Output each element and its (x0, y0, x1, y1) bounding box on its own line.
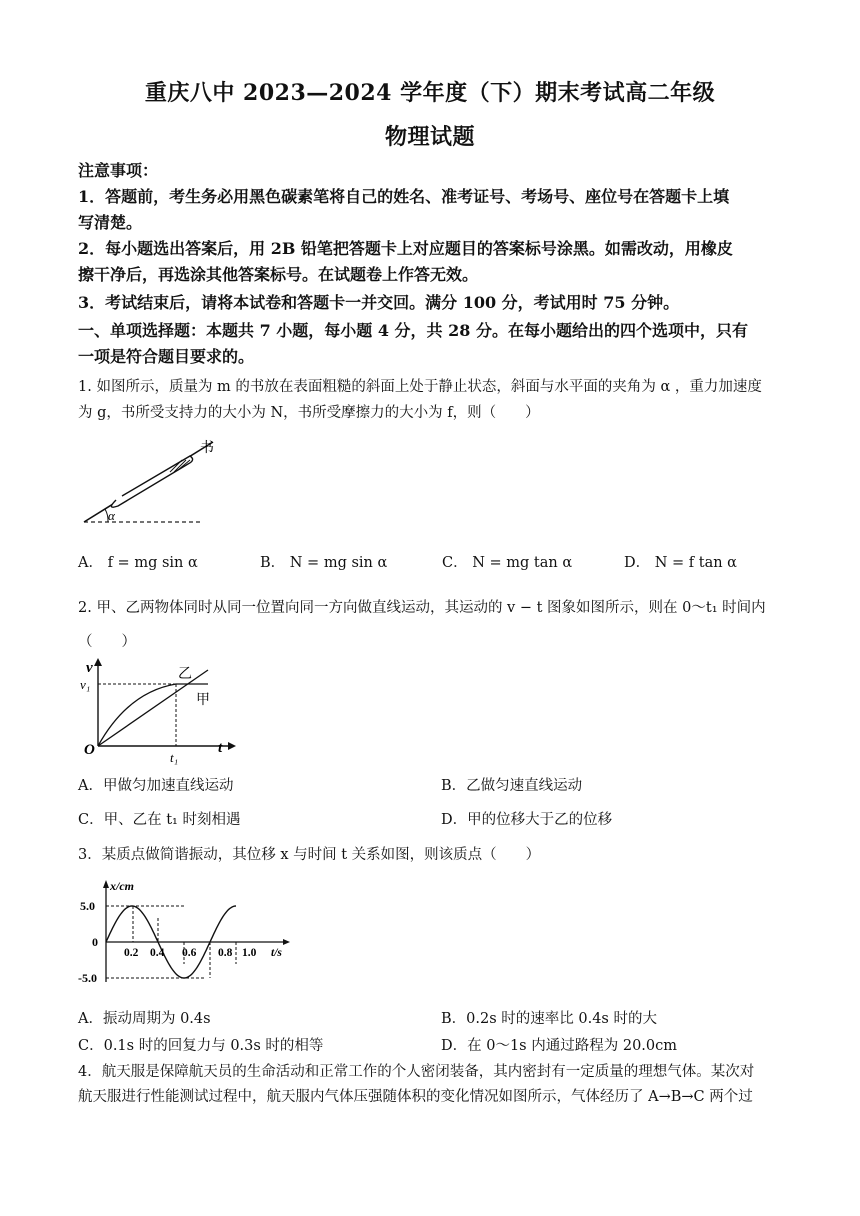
q1-incline-figure (78, 432, 228, 528)
q4-stem-cont: 航天服进行性能测试过程中，航天服内气体压强随体积的变化情况如图所示，气体经历了 A→B→C 两个过 (78, 1089, 753, 1105)
t-axis-arrow (283, 939, 290, 945)
section-heading-cont: 一项是符合题目要求的。 (78, 347, 255, 366)
q3-option-d: D．在 0～1s 内通过路程为 20.0cm (441, 1038, 677, 1054)
section-heading: 一、单项选择题：本题共 7 小题，每小题 4 分，共 28 分。在每小题给出的四个选项中，只有 (78, 321, 748, 340)
curve-jia (98, 684, 208, 746)
notice-item: 写清楚。 (78, 213, 143, 232)
q2-option-c: C．甲、乙在 t₁ 时刻相遇 (78, 812, 241, 828)
q1-stem: 1. 如图所示，质量为 m 的书放在表面粗糙的斜面上处于静止状态，斜面与水平面的夹角为 α ，重力加速度 (78, 379, 762, 395)
q3-option-a: A．振动周期为 0.4s (78, 1011, 211, 1027)
jia-label: 甲 (196, 693, 210, 708)
notice-item: 1．答题前，考生务必用黑色碳素笔将自己的姓名、准考证号、考场号、座位号在答题卡上填 (78, 187, 730, 206)
q2-option-d: D．甲的位移大于乙的位移 (441, 812, 613, 828)
angle-label: α (108, 508, 115, 523)
notice-item: 3．考试结束后，请将本试卷和答题卡一并交回。满分 100 分，考试用时 75 分钟。 (78, 293, 680, 312)
q1-option-b: B． N = mg sin α (260, 555, 388, 571)
q2-vt-graph (78, 654, 238, 768)
v1-label: v₁ (80, 677, 91, 692)
q2-option-a: A．甲做匀加速直线运动 (78, 778, 234, 794)
q3-option-c: C．0.1s 时的回复力与 0.3s 时的相等 (78, 1038, 324, 1054)
q2-stem: 2. 甲、乙两物体同时从同一位置向同一方向做直线运动，其运动的 v − t 图象如图所示，则在 0～t₁ 时间内 (78, 600, 766, 616)
tick-y-bottom: -5.0 (78, 971, 97, 985)
t-axis-label: t (218, 740, 223, 756)
exam-title: 重庆八中 2023—2024 学年度（下）期末考试高二年级 (144, 80, 716, 106)
tick-x: 0.4 (150, 947, 165, 959)
q1-option-c: C． N = mg tan α (442, 555, 573, 571)
q4-stem: 4．航天服是保障航天员的生命活动和正常工作的个人密闭装备，其内密封有一定质量的理想气体。某次对 (78, 1064, 755, 1080)
book-shape (111, 456, 192, 507)
q3-xt-graph (78, 872, 298, 990)
exam-subject: 物理试题 (384, 124, 475, 150)
tick-y-zero: 0 (92, 935, 98, 949)
book-label: 书 (200, 441, 214, 456)
q1-stem-cont: 为 g，书所受支持力的大小为 N，书所受摩擦力的大小为 f，则（ ） (78, 405, 540, 421)
x-axis-arrow (103, 880, 109, 888)
tick-x: 0.6 (182, 947, 197, 959)
v-axis-arrow (94, 658, 102, 666)
q1-option-a: A． f = mg sin α (78, 555, 198, 571)
v-axis-label: v (86, 660, 93, 676)
yi-label: 乙 (178, 667, 192, 682)
tick-y-top: 5.0 (80, 899, 95, 913)
t1-label: t₁ (170, 750, 179, 765)
origin-label: O (84, 742, 95, 758)
q2-stem-cont: （ ） (78, 634, 136, 650)
notice-heading: 注意事项： (78, 161, 159, 180)
tick-x: 0.8 (218, 947, 233, 959)
x-axis-label: x/cm (110, 879, 134, 893)
notice-item: 擦干净后，再选涂其他答案标号。在试题卷上作答无效。 (78, 265, 479, 284)
t-axis-arrow (228, 742, 236, 750)
q2-option-b: B．乙做匀速直线运动 (441, 778, 583, 794)
q1-option-d: D． N = f tan α (624, 555, 737, 571)
q3-option-b: B．0.2s 时的速率比 0.4s 时的大 (441, 1011, 657, 1027)
tick-x: 1.0 (242, 947, 257, 959)
tick-x: 0.2 (124, 947, 139, 959)
q3-stem: 3．某质点做简谐振动，其位移 x 与时间 t 关系如图，则该质点（ ） (78, 847, 541, 863)
t-axis-label: t/s (271, 947, 282, 959)
notice-item: 2．每小题选出答案后，用 2B 铅笔把答题卡上对应题目的答案标号涂黑。如需改动，用橡皮 (78, 239, 733, 258)
